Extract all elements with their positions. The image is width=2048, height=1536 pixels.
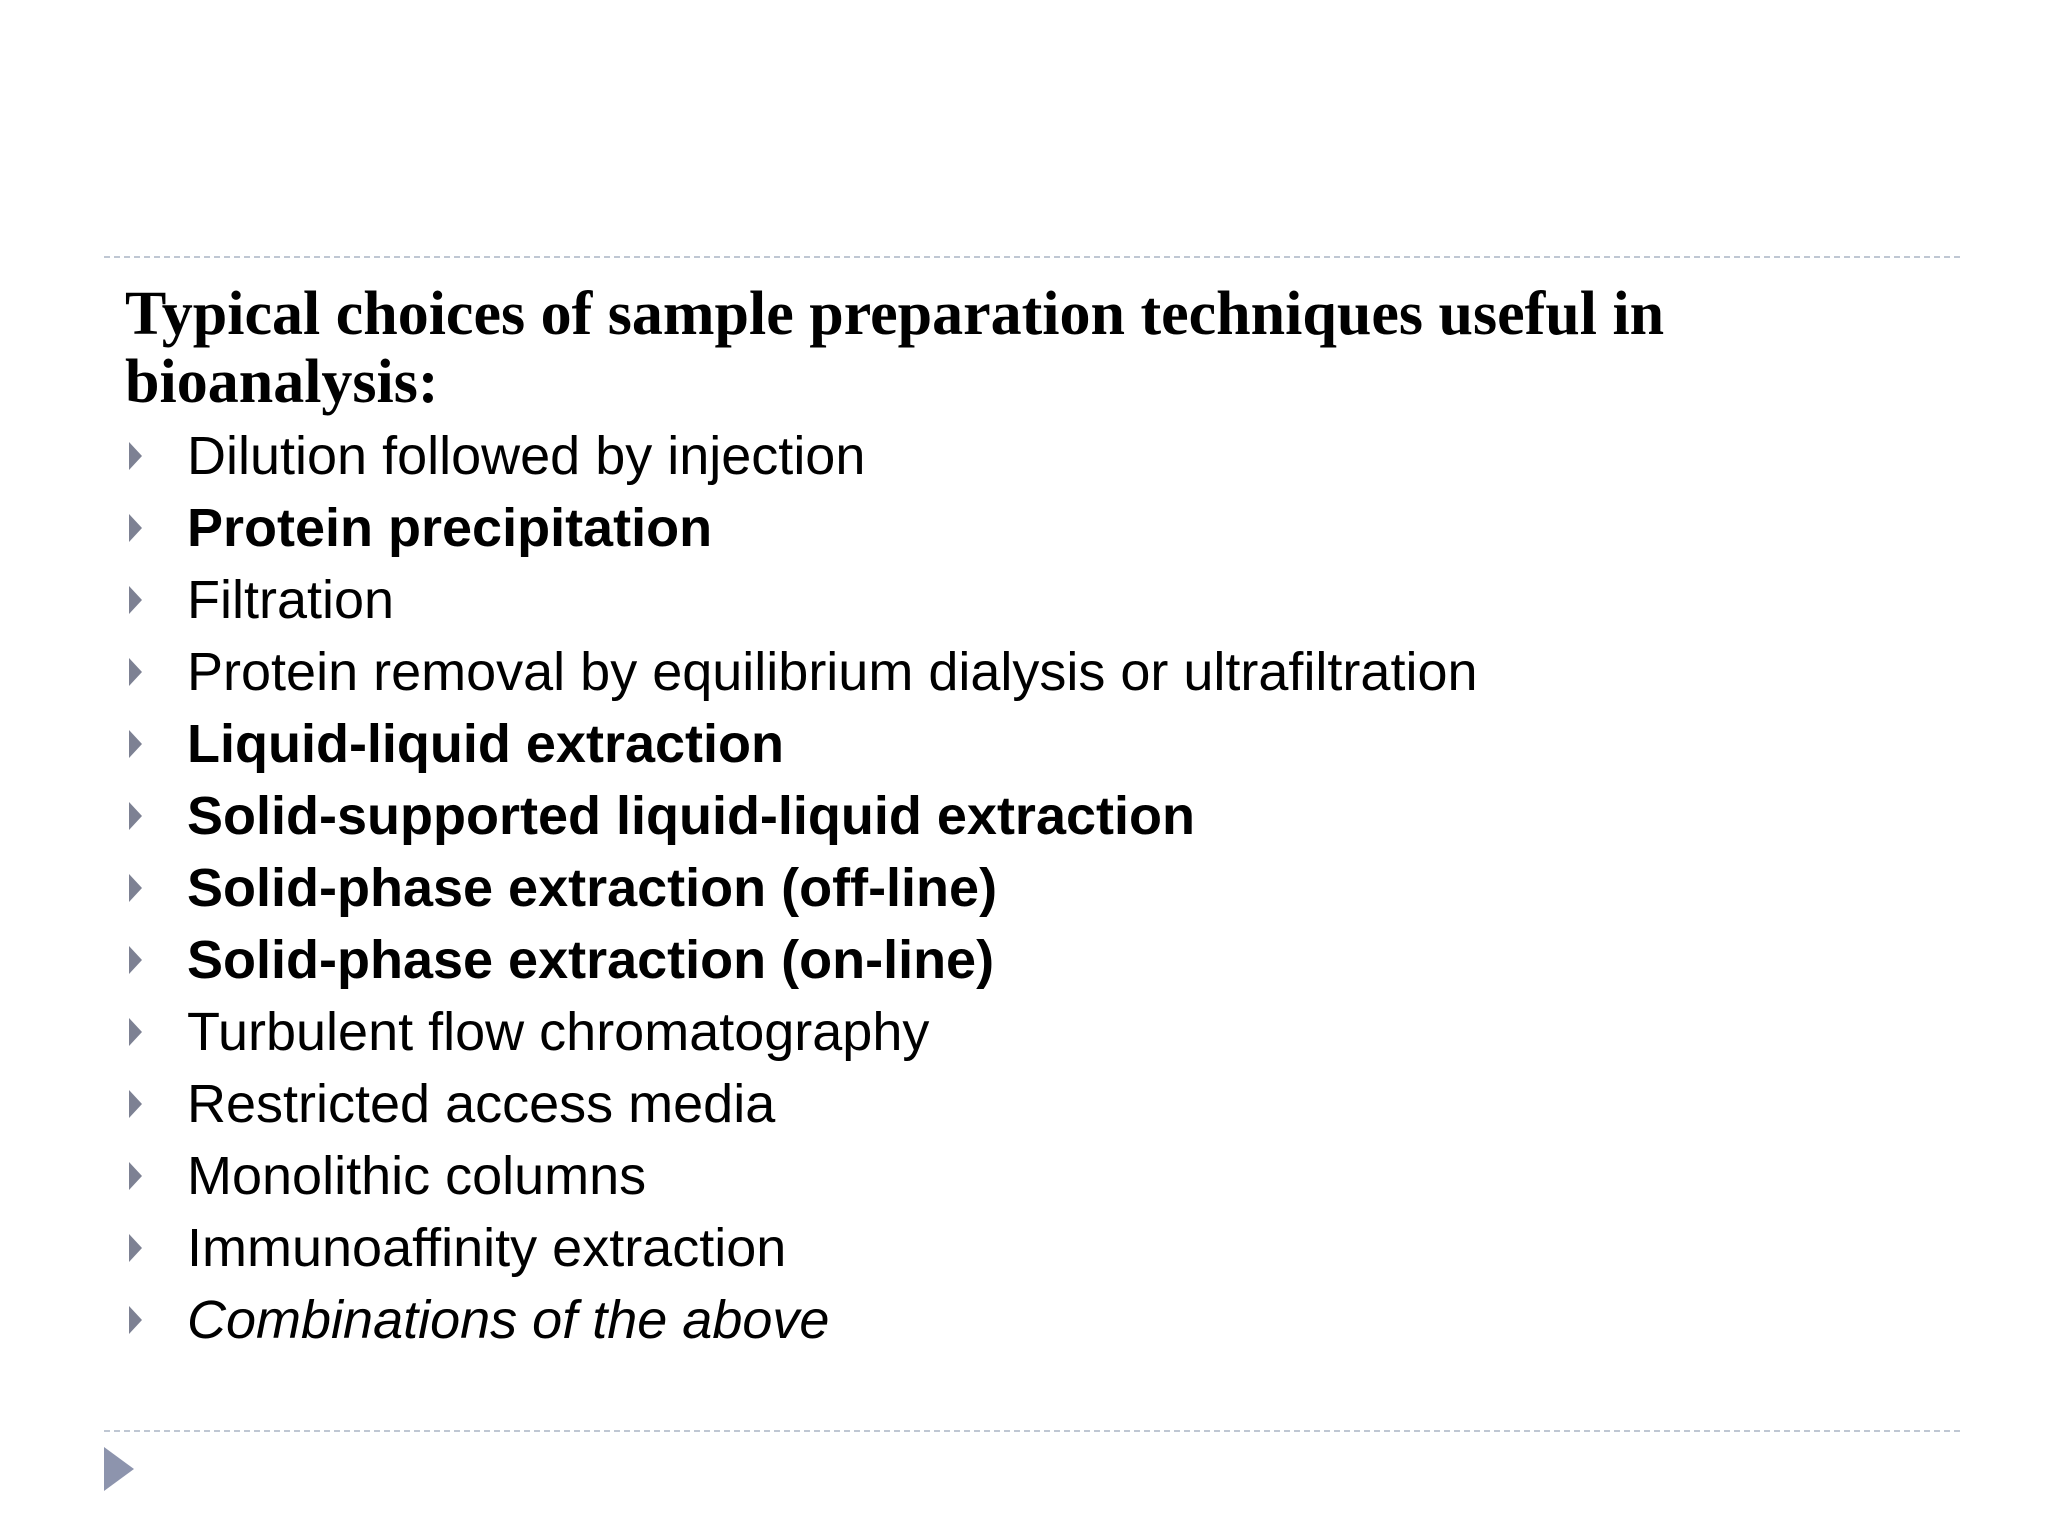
list-item <box>125 924 1478 996</box>
triangle-right-icon <box>129 802 142 830</box>
list-item <box>125 1284 1478 1356</box>
bullet-text: Liquid-liquid extraction <box>187 714 784 774</box>
list-item <box>125 1212 1478 1284</box>
top-divider <box>104 256 1960 258</box>
bullet-text: Immunoaffinity extraction <box>187 1218 787 1278</box>
bullet-text: Combinations of the above <box>187 1290 830 1350</box>
bullet-text: Solid-supported liquid-liquid extraction <box>187 786 1195 846</box>
triangle-right-icon <box>129 586 142 614</box>
slide-title: Typical choices of sample preparation techniques useful in bioanalysis: <box>125 280 1665 416</box>
play-arrow-icon[interactable] <box>104 1447 134 1491</box>
list-item <box>125 1140 1478 1212</box>
triangle-right-icon <box>129 1162 142 1190</box>
bullet-text: Protein removal by equilibrium dialysis or ultrafiltration <box>187 642 1478 702</box>
bullet-text: Monolithic columns <box>187 1146 647 1206</box>
triangle-right-icon <box>129 1090 142 1118</box>
triangle-right-icon <box>129 514 142 542</box>
triangle-right-icon <box>129 1018 142 1046</box>
bullet-text: Solid-phase extraction (off-line) <box>187 858 998 918</box>
bullet-text: Solid-phase extraction (on-line) <box>187 930 995 990</box>
bullet-text: Turbulent flow chromatography <box>187 1002 930 1062</box>
triangle-right-icon <box>129 442 142 470</box>
triangle-right-icon <box>129 658 142 686</box>
bullet-list <box>125 420 1478 1356</box>
list-item <box>125 708 1478 780</box>
list-item <box>125 852 1478 924</box>
triangle-right-icon <box>129 874 142 902</box>
list-item <box>125 780 1478 852</box>
list-item <box>125 996 1478 1068</box>
triangle-right-icon <box>129 946 142 974</box>
bullet-text: Dilution followed by injection <box>187 426 866 486</box>
triangle-right-icon <box>129 730 142 758</box>
bullet-text: Restricted access media <box>187 1074 776 1134</box>
list-item <box>125 420 1478 492</box>
triangle-right-icon <box>129 1234 142 1262</box>
triangle-right-icon <box>129 1306 142 1334</box>
list-item <box>125 636 1478 708</box>
bullet-text: Protein precipitation <box>187 498 713 558</box>
list-item <box>125 564 1478 636</box>
bottom-divider <box>104 1430 1960 1432</box>
bullet-text: Filtration <box>187 570 395 630</box>
list-item <box>125 492 1478 564</box>
list-item <box>125 1068 1478 1140</box>
